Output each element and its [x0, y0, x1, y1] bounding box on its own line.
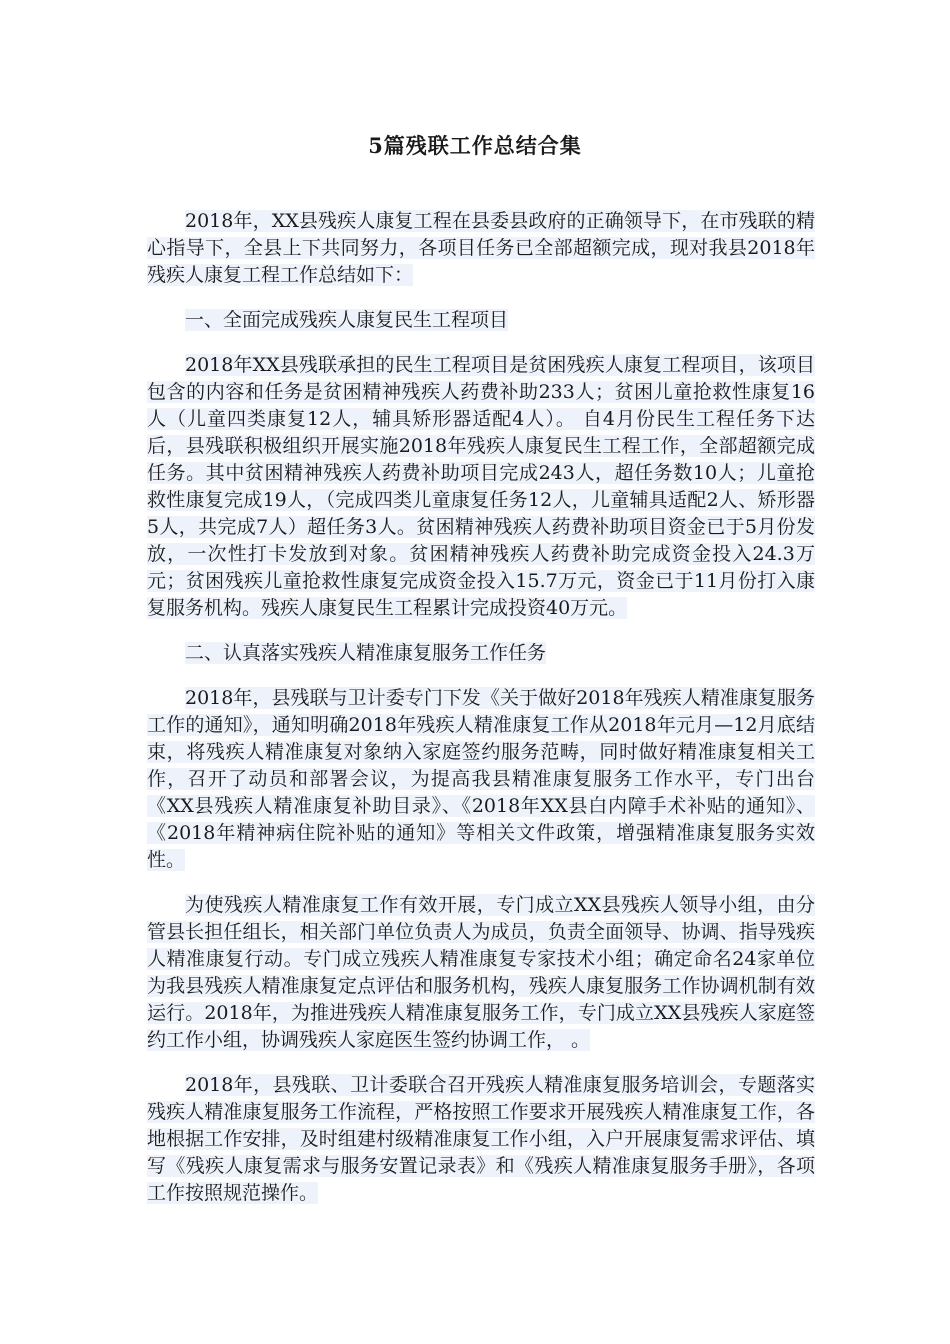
- paragraph-section-2c: 2018年，县残联、卫计委联合召开残疾人精准康复服务培训会，专题落实残疾人精准康复服务工作流程，严格按照工作要求开展残疾人精准康复工作，各地根据工作安排，及时组建村级精准康复工作小组，入户开展康复需求评估、填写《残疾人康复需求与服务安置记录表》和《残疾人精准康复服务手册》，各项工作按照规范操作。: [147, 1074, 815, 1204]
- paragraph-section-2a: 2018年，县残联与卫计委专门下发《关于做好2018年残疾人精准康复服务工作的通知》，通知明确2018年残疾人精准康复工作从2018年元月—12月底结束，将残疾人精准康复对象纳入家庭签约服务范畴，同时做好精准康复相关工作，召开了动员和部署会议，为提高我县精准康复服务工作水平，专门出台《XX县残疾人精准康复补助目录》、《2018年XX县白内障手术补贴的通知》、《2018年精神病住院补贴的通知》等相关文件政策，增强精准康复服务实效性。: [147, 687, 815, 871]
- paragraph-section-1: 2018年XX县残联承担的民生工程项目是贫困残疾人康复工程项目，该项目包含的内容和任务是贫困精神残疾人药费补助233人；贫困儿童抢救性康复16人（儿童四类康复12人，辅具矫形器适配4人）。 自4月份民生工程任务下达后，县残联积极组织开展实施2018年残疾人康复民生工程工作，全部超额完成任务。其中贫困精神残疾人药费补助项目完成243人，超任务数10人；儿童抢救性康复完成19人，（完成四类儿童康复任务12人，儿童辅具适配2人、矫形器5人，共完成7人）超任务3人。贫困精神残疾人药费补助项目资金已于5月份发放，一次性打卡发放到对象。贫困精神残疾人药费补助完成资金投入24.3万元；贫困残疾儿童抢救性康复完成资金投入15.7万元，资金已于11月份打入康复服务机构。残疾人康复民生工程累计完成投资40万元。: [147, 354, 815, 619]
- paragraph-section-2b: 为使残疾人精准康复工作有效开展，专门成立XX县残疾人领导小组，由分管县长担任组长，相关部门单位负责人为成员，负责全面领导、协调、指导残疾人精准康复行动。专门成立残疾人精准康复专家技术小组；确定命名24家单位为我县残疾人精准康复定点评估和服务机构，残疾人康复服务工作协调机制有效运行。2018年，为推进残疾人精准康复服务工作，专门成立XX县残疾人家庭签约工作小组，协调残疾人家庭医生签约协调工作， 。: [147, 894, 815, 1051]
- paragraph-intro: 2018年，XX县残疾人康复工程在县委县政府的正确领导下，在市残联的精心指导下，全县上下共同努力，各项目任务已全部超额完成，现对我县2018年残疾人康复工程工作总结如下：: [147, 210, 815, 286]
- document-title: 5篇残联工作总结合集: [368, 133, 582, 158]
- section-heading-2: 二、认真落实残疾人精准康复服务工作任务: [185, 642, 547, 664]
- section-heading-1: 一、全面完成残疾人康复民生工程项目: [185, 309, 509, 331]
- document-body: [147, 208, 815, 1225]
